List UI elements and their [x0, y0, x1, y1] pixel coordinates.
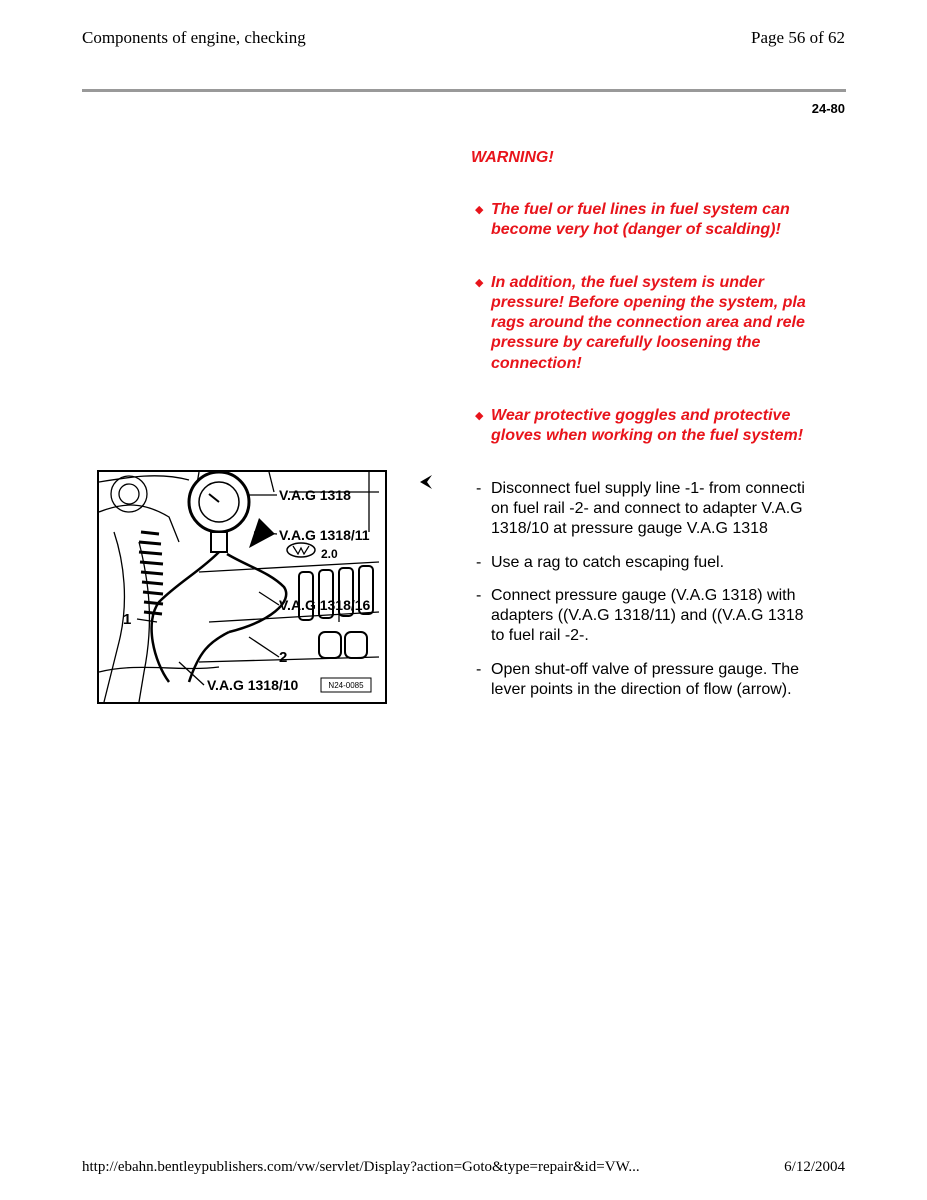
- label-vag-1318-16: V.A.G 1318/16: [279, 597, 371, 613]
- warning-item: [470, 273, 846, 374]
- figure-code-box: [321, 678, 371, 692]
- step-line: lever points in the direction of flow (arrow).: [491, 681, 792, 699]
- vw-emblem-icon: [287, 543, 315, 557]
- figure-pointer-icon: [418, 473, 434, 496]
- step-dash: -: [476, 660, 482, 678]
- header-title: Components of engine, checking: [82, 28, 306, 47]
- step-line: 1318/10 at pressure gauge V.A.G 1318: [491, 520, 768, 538]
- warning-item: [470, 200, 846, 241]
- step-line: on fuel rail -2- and connect to adapter V.A.G: [491, 499, 803, 517]
- label-vag-1318: V.A.G 1318: [279, 487, 351, 503]
- warning-line: become very hot (danger of scalding)!: [491, 221, 781, 239]
- label-item-1: 1: [123, 611, 132, 628]
- warning-item: [470, 406, 846, 447]
- diamond-bullet-icon: ◆: [475, 276, 484, 289]
- header-divider: [82, 89, 846, 92]
- diamond-bullet-icon: ◆: [475, 204, 484, 216]
- label-engine-badge: 2.0: [321, 547, 338, 561]
- warning-line: Wear protective goggles and protective: [491, 407, 791, 425]
- procedure-step: [470, 586, 846, 647]
- warning-line: connection!: [491, 354, 582, 372]
- page-indicator: Page 56 of 62: [751, 28, 845, 47]
- step-line: Open shut-off valve of pressure gauge. The: [491, 660, 800, 678]
- step-line: Disconnect fuel supply line -1- from connecti: [491, 479, 805, 497]
- step-line: Connect pressure gauge (V.A.G 1318) with: [491, 586, 796, 604]
- pressure-gauge: [189, 472, 249, 552]
- footer-url: http://ebahn.bentleypublishers.com/vw/servlet/Display?action=Goto&type=repair&id=VW...: [82, 1159, 640, 1175]
- procedure-step: [470, 660, 846, 701]
- step-line: Use a rag to catch escaping fuel.: [491, 553, 725, 571]
- step-dash: -: [476, 586, 482, 604]
- footer-date: 6/12/2004: [784, 1159, 845, 1175]
- warning-heading: WARNING!: [471, 149, 554, 166]
- step-dash: -: [476, 553, 482, 571]
- warning-line: pressure! Before opening the system, pla: [491, 293, 806, 311]
- label-vag-1318-10: V.A.G 1318/10: [207, 677, 299, 693]
- procedure-step: [470, 479, 846, 540]
- content-column: [470, 148, 846, 713]
- label-figure-code: N24-0085: [328, 681, 364, 690]
- label-vag-1318-11: V.A.G 1318/11: [279, 527, 370, 543]
- warning-line: In addition, the fuel system is under: [491, 273, 764, 291]
- label-item-2: 2: [279, 649, 288, 666]
- step-line: adapters ((V.A.G 1318/11) and ((V.A.G 1318: [491, 607, 804, 625]
- step-line: to fuel rail -2-.: [491, 627, 589, 645]
- procedure-step: [470, 553, 846, 573]
- section-number: 24-80: [811, 101, 845, 116]
- diamond-bullet-icon: ◆: [475, 410, 484, 423]
- engine-illustration: [97, 470, 387, 704]
- warning-line: The fuel or fuel lines in fuel system can: [491, 201, 790, 218]
- warning-line: gloves when working on the fuel system!: [491, 427, 804, 445]
- step-dash: -: [476, 479, 482, 497]
- warning-line: rags around the connection area and rele: [491, 314, 805, 332]
- warning-line: pressure by carefully loosening the: [491, 334, 761, 352]
